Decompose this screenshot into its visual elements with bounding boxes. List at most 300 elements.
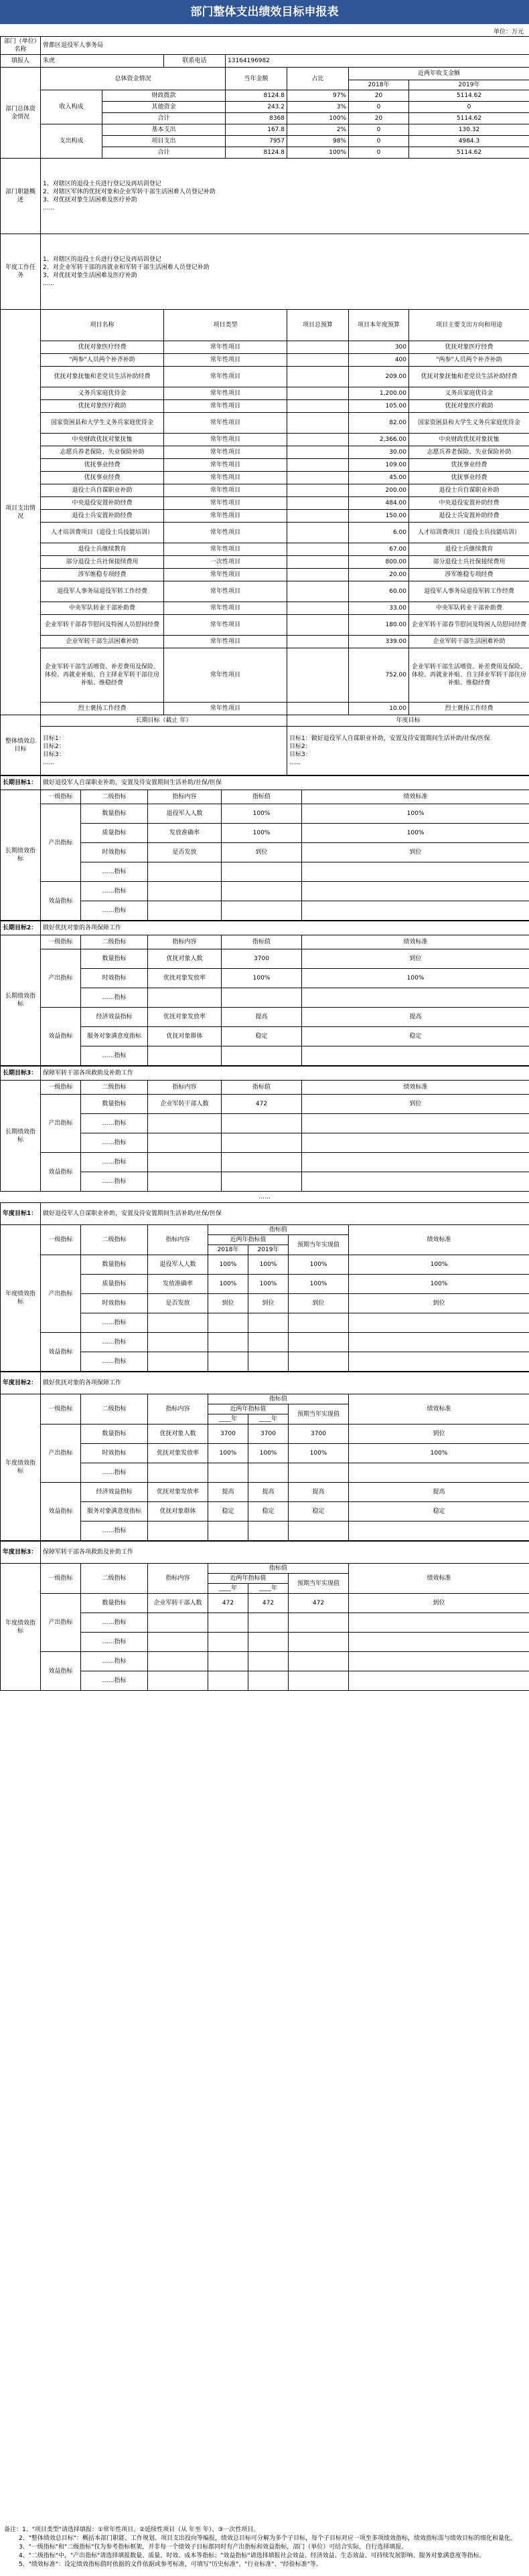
metric-standard bbox=[302, 1172, 529, 1192]
metric-value bbox=[222, 1172, 302, 1192]
annual-goal-desc: 保障军转干部各项救助及补助工作 bbox=[41, 1542, 529, 1564]
metric-level1: 效益指标 bbox=[41, 1333, 81, 1372]
metric-level2: ……指标 bbox=[81, 862, 148, 882]
project-budget bbox=[287, 434, 349, 446]
annual-tasks-label: 年度工作任务 bbox=[1, 234, 41, 310]
metric-current bbox=[289, 1671, 349, 1691]
project-current: 180.00 bbox=[349, 615, 409, 636]
funds-row-y1: 20 bbox=[349, 113, 409, 124]
metric-value bbox=[222, 1153, 302, 1172]
metric-standard: 到位 bbox=[302, 1095, 529, 1114]
funds-row-ratio: 3% bbox=[287, 102, 349, 113]
metric-current: 稳定 bbox=[289, 1502, 349, 1522]
project-name: 志愿兵养老保险、失业保险补助 bbox=[41, 446, 164, 459]
project-type: 常年性项目 bbox=[164, 459, 287, 472]
metric-content bbox=[148, 1463, 208, 1483]
funds-row-name: 合计 bbox=[102, 113, 226, 124]
long-goal-desc: 做好优抚对象的各项保障工作 bbox=[41, 921, 529, 935]
metric-level2: 时效指标 bbox=[81, 843, 148, 862]
funds-row-y2: 0 bbox=[409, 102, 529, 113]
project-current: 339.00 bbox=[349, 636, 409, 648]
long-goal-item: 目标3： bbox=[43, 751, 65, 758]
col-current: 预期当年实现值 bbox=[289, 1404, 349, 1424]
report-form bbox=[0, 36, 529, 1691]
col-val: 指标值 bbox=[208, 1564, 349, 1574]
metric-content: 企业军转干部人数 bbox=[148, 1095, 222, 1114]
metric-value bbox=[222, 1046, 302, 1066]
metric-level2: ……指标 bbox=[81, 1153, 148, 1172]
metric-level2: ……指标 bbox=[81, 1652, 148, 1671]
metric-level1: 产出指标 bbox=[41, 1594, 81, 1652]
metric-value: 到位 bbox=[222, 843, 302, 862]
long-term-header: 长期目标（截止 年） bbox=[41, 715, 287, 727]
project-type: 常年性项目 bbox=[164, 523, 287, 543]
metric-level2: ……指标 bbox=[81, 1522, 148, 1541]
header-table bbox=[0, 36, 529, 775]
col-year1: 2018年 bbox=[208, 1245, 248, 1255]
metric-content bbox=[148, 988, 222, 1008]
metric-standard bbox=[349, 1613, 529, 1633]
project-type: 常年性项目 bbox=[164, 341, 287, 354]
metric-level2: ……指标 bbox=[81, 1633, 148, 1652]
metric-content: 企业军转干部人数 bbox=[148, 1594, 208, 1613]
duty-item: 1、对辖区的退役士兵进行登记及再培训登记 bbox=[43, 181, 161, 187]
project-direction: 退役军人事务局退役军转工作经费 bbox=[409, 581, 529, 602]
project-direction: 人才培训费项目（退役士兵技能培训） bbox=[409, 523, 529, 543]
duty-item: 3、对优抚对象生活困难及医疗补助 bbox=[43, 197, 137, 203]
project-current: 209.00 bbox=[349, 367, 409, 387]
project-current: 109.00 bbox=[349, 459, 409, 472]
col-std: 绩效标准 bbox=[349, 1225, 529, 1255]
metric-year2 bbox=[248, 1671, 289, 1691]
long-goal-label: 长期目标3： bbox=[1, 1067, 41, 1081]
metric-year2 bbox=[248, 1463, 289, 1483]
project-current: 45.00 bbox=[349, 472, 409, 484]
project-current: 30.00 bbox=[349, 446, 409, 459]
metric-content bbox=[148, 1153, 222, 1172]
annual-goal-item: ...... bbox=[289, 759, 301, 766]
metric-standard: 100% bbox=[302, 804, 529, 824]
project-name: 优抚对象抚恤和老党员生活补助经费 bbox=[41, 367, 164, 387]
project-direction: 企业军转干部生活困难补助 bbox=[409, 636, 529, 648]
duties-label: 部门职能概述 bbox=[1, 159, 41, 234]
metric-current bbox=[289, 1522, 349, 1541]
metric-standard: 100% bbox=[302, 969, 529, 988]
metric-current bbox=[289, 1313, 349, 1333]
project-type: 常年性项目 bbox=[164, 484, 287, 497]
col-year2: ____年 bbox=[248, 1584, 289, 1594]
funds-row-y2: 5114.62 bbox=[409, 113, 529, 124]
funds-col-amount: 当年金额 bbox=[226, 68, 287, 90]
col-l1: 一级指标 bbox=[41, 935, 81, 949]
col-year1: ____年 bbox=[208, 1584, 248, 1594]
col-year1: ____年 bbox=[208, 1414, 248, 1424]
metric-year1 bbox=[208, 1652, 248, 1671]
col-ind: 指标内容 bbox=[148, 1081, 222, 1095]
project-current: 800.00 bbox=[349, 556, 409, 569]
metric-level2: ……指标 bbox=[81, 1671, 148, 1691]
phone-value: 13164196982 bbox=[226, 55, 529, 68]
metric-standard bbox=[349, 1671, 529, 1691]
metric-content bbox=[148, 1172, 222, 1192]
project-direction: 涉军维稳专项经费 bbox=[409, 569, 529, 581]
metric-level2: ……指标 bbox=[81, 1046, 148, 1066]
metric-level2: ……指标 bbox=[81, 988, 148, 1008]
unit-label: 单位：万元 bbox=[493, 29, 524, 35]
project-direction: 企业军转干部春节慰问及特困人员慰问经费 bbox=[409, 615, 529, 636]
metric-year2: 100% bbox=[248, 1275, 289, 1294]
project-type: 常年性项目 bbox=[164, 602, 287, 615]
project-direction: 优抚事业经费 bbox=[409, 472, 529, 484]
col-l1: 一级指标 bbox=[41, 1564, 81, 1594]
annual-header: 年度目标 bbox=[287, 715, 529, 727]
funds-row-y1: 0 bbox=[349, 124, 409, 136]
long-metrics-label: 长期绩效指标 bbox=[1, 935, 41, 1066]
col-std: 绩效标准 bbox=[302, 935, 529, 949]
project-type: 常年性项目 bbox=[164, 636, 287, 648]
metric-content bbox=[148, 1313, 208, 1333]
metric-level2: 经济效益指标 bbox=[81, 1008, 148, 1027]
metric-content: 发放准确率 bbox=[148, 824, 222, 843]
metric-level2: ……指标 bbox=[81, 1133, 148, 1153]
metric-content bbox=[148, 1333, 208, 1352]
project-type: 常年性项目 bbox=[164, 387, 287, 400]
project-direction: 义务兵家庭优待金 bbox=[409, 387, 529, 400]
funds-row-amount: 8124.8 bbox=[226, 147, 287, 159]
project-type: 常年性项目 bbox=[164, 354, 287, 367]
filler-value: 朱虎 bbox=[41, 55, 164, 68]
dept-name-label: 部门（单位）名称 bbox=[1, 37, 41, 55]
col-l1: 一级指标 bbox=[41, 1225, 81, 1255]
metric-level2: ……指标 bbox=[81, 1613, 148, 1633]
metric-content: 发放准确率 bbox=[148, 1275, 208, 1294]
project-direction: 退役士兵继续教育 bbox=[409, 543, 529, 556]
metric-value: 稳定 bbox=[222, 1027, 302, 1046]
metric-content: 是否发放 bbox=[148, 1294, 208, 1313]
annual-metrics-label: 年度绩效指标 bbox=[1, 1225, 41, 1372]
metric-content: 优抚对象发放率 bbox=[148, 969, 222, 988]
project-current: 67.00 bbox=[349, 543, 409, 556]
funds-row-amount: 243.2 bbox=[226, 102, 287, 113]
metric-current: 100% bbox=[289, 1255, 349, 1275]
project-budget bbox=[287, 459, 349, 472]
col-recent: 近两年指标值 bbox=[208, 1574, 289, 1584]
project-name: 退役士兵继续教育 bbox=[41, 543, 164, 556]
metric-year1 bbox=[208, 1633, 248, 1652]
project-direction: "两参"人员两个补齐补助 bbox=[409, 354, 529, 367]
metric-level2: 数量指标 bbox=[81, 1424, 148, 1444]
metric-level2: ……指标 bbox=[81, 882, 148, 901]
metric-year1: 稳定 bbox=[208, 1502, 248, 1522]
col-std: 绩效标准 bbox=[302, 790, 529, 804]
metric-year1: 提高 bbox=[208, 1483, 248, 1502]
funds-row-ratio: 97% bbox=[287, 90, 349, 102]
metric-current bbox=[289, 1333, 349, 1352]
long-goal-table bbox=[0, 921, 529, 1066]
annual-goal-table bbox=[0, 1541, 529, 1691]
project-name: 优抚对象医疗经费 bbox=[41, 341, 164, 354]
metric-standard bbox=[302, 1153, 529, 1172]
funds-section-label: 部门总体资金情况 bbox=[1, 68, 41, 159]
metric-content: 优抚对象发放率 bbox=[148, 1483, 208, 1502]
project-budget bbox=[287, 367, 349, 387]
funds-row-name: 财政拨款 bbox=[102, 90, 226, 102]
metric-level2: 经济效益指标 bbox=[81, 1483, 148, 1502]
project-current: 400 bbox=[349, 354, 409, 367]
metric-value: 100% bbox=[222, 804, 302, 824]
project-name: 企业军转干部生活增资、补差费用及保险、体检、再就业补贴、自主择业军转干部住房补贴、维稳经费 bbox=[41, 648, 164, 703]
metric-content: 优抚对象人数 bbox=[148, 949, 222, 969]
metric-value: 472 bbox=[222, 1095, 302, 1114]
project-name: 国家资困县和大学生义务兵家庭优待金 bbox=[41, 413, 164, 434]
metric-year2 bbox=[248, 1613, 289, 1633]
metric-level2: ……指标 bbox=[81, 1114, 148, 1133]
page-title: 部门整体支出绩效目标申报表 bbox=[0, 0, 529, 24]
metric-standard: 提高 bbox=[349, 1483, 529, 1502]
col-val: 指标值 bbox=[208, 1394, 349, 1404]
metric-content bbox=[148, 862, 222, 882]
col-val: 指标值 bbox=[222, 1081, 302, 1095]
note-line: 3、"一级指标"和"二级指标"仅为参考指标框架，并非每一个绩效子目标都同时有产出指标和效益指标，部门（单位）可结合实际，自行选择填报。 bbox=[19, 2544, 408, 2551]
project-budget bbox=[287, 400, 349, 413]
metric-level2: 数量指标 bbox=[81, 1594, 148, 1613]
project-name: 中央财政优抚对象抚恤 bbox=[41, 434, 164, 446]
long-goal-item: 目标2： bbox=[43, 743, 65, 750]
note-line: 2、"整体绩效总目标"：概括本部门职能、工作规划、项目支出投向等编报，绩效总目标可分解为多个子目标，每个子目标对应一项至多项绩效指标，绩效指标需与绩效目标的细化和量化。 bbox=[19, 2535, 517, 2542]
project-budget bbox=[287, 636, 349, 648]
metric-current: 100% bbox=[289, 1275, 349, 1294]
metric-content bbox=[148, 882, 222, 901]
project-current: 2,366.00 bbox=[349, 434, 409, 446]
annual-goal-desc: 做好优抚对象的各项保障工作 bbox=[41, 1372, 529, 1394]
metric-level2: 质量指标 bbox=[81, 824, 148, 843]
col-l2: 二级指标 bbox=[81, 1564, 148, 1594]
col-recent: 近两年指标值 bbox=[208, 1404, 289, 1414]
project-name: 退役士兵安置补助经费 bbox=[41, 510, 164, 523]
metric-year1 bbox=[208, 1333, 248, 1352]
funds-row-y1: 0 bbox=[349, 136, 409, 147]
funds-row-amount: 167.8 bbox=[226, 124, 287, 136]
annual-goals bbox=[287, 727, 529, 775]
project-direction: 国家资困县和大学生义务兵家庭优待金 bbox=[409, 413, 529, 434]
metric-year2 bbox=[248, 1313, 289, 1333]
col-recent: 近两年指标值 bbox=[208, 1235, 289, 1245]
metric-standard bbox=[349, 1313, 529, 1333]
metric-year1 bbox=[208, 1671, 248, 1691]
metric-current bbox=[289, 1613, 349, 1633]
overall-goals-label: 整体绩效总目标 bbox=[1, 715, 41, 775]
project-direction: 优抚对象抚恤和老党员生活补助经费 bbox=[409, 367, 529, 387]
metric-year1: 100% bbox=[208, 1275, 248, 1294]
metric-year1: 100% bbox=[208, 1444, 248, 1463]
funds-row-ratio: 98% bbox=[287, 136, 349, 147]
funds-row-y2: 4984.3 bbox=[409, 136, 529, 147]
annual-goal-item: 目标2： bbox=[289, 743, 311, 750]
metric-current bbox=[289, 1352, 349, 1372]
metric-level1: 产出指标 bbox=[41, 1424, 81, 1483]
metric-standard: 稳定 bbox=[349, 1502, 529, 1522]
metric-year1 bbox=[208, 1613, 248, 1633]
project-type: 常年性项目 bbox=[164, 648, 287, 703]
long-goal-table bbox=[0, 1066, 529, 1192]
metric-standard bbox=[302, 862, 529, 882]
project-name: 涉军维稳专项经费 bbox=[41, 569, 164, 581]
funds-row-y2: 130.32 bbox=[409, 124, 529, 136]
long-goal-desc: 做好退役军人自谋职业补助，安置及待安置期间生活补助/社保/医保 bbox=[41, 776, 529, 790]
metric-standard: 100% bbox=[302, 824, 529, 843]
project-type: 常年性项目 bbox=[164, 497, 287, 510]
metric-year1: 到位 bbox=[208, 1294, 248, 1313]
metric-level2: ……指标 bbox=[81, 1333, 148, 1352]
metric-value bbox=[222, 1133, 302, 1153]
metric-year2: 提高 bbox=[248, 1483, 289, 1502]
projects-col-name: 项目名称 bbox=[41, 310, 164, 341]
annual-metrics-label: 年度绩效指标 bbox=[1, 1394, 41, 1541]
project-name: 企业军转干部生活困难补助 bbox=[41, 636, 164, 648]
metric-current: 100% bbox=[289, 1444, 349, 1463]
projects-col-budget: 项目总预算 bbox=[287, 310, 349, 341]
col-l1: 一级指标 bbox=[41, 790, 81, 804]
project-budget bbox=[287, 543, 349, 556]
project-name: 优抚事业经费 bbox=[41, 472, 164, 484]
metric-content bbox=[148, 1522, 208, 1541]
metric-value bbox=[222, 882, 302, 901]
funds-row-name: 其他资金 bbox=[102, 102, 226, 113]
project-current: 20.00 bbox=[349, 569, 409, 581]
metric-level2: 质量指标 bbox=[81, 1275, 148, 1294]
metric-standard bbox=[349, 1352, 529, 1372]
funds-row-amount: 8124.8 bbox=[226, 90, 287, 102]
project-name: 退役军人事务局退役军转工作经费 bbox=[41, 581, 164, 602]
metric-year2 bbox=[248, 1333, 289, 1352]
metric-year2: 到位 bbox=[248, 1294, 289, 1313]
metric-current bbox=[289, 1652, 349, 1671]
long-goal-item: 目标1： bbox=[43, 735, 65, 742]
col-l1: 一级指标 bbox=[41, 1394, 81, 1424]
task-item: 3、对优抚对象生活困难及医疗补助 bbox=[43, 272, 137, 279]
metric-year2: 472 bbox=[248, 1594, 289, 1613]
metric-standard: 100% bbox=[349, 1444, 529, 1463]
funds-row-amount: 7957 bbox=[226, 136, 287, 147]
col-current: 预期当年实现值 bbox=[289, 1235, 349, 1255]
project-name: 部分退役士兵社保接续费用 bbox=[41, 556, 164, 569]
project-direction: 企业军转干部生活增资、补差费用及保险、体检、再就业补贴、自主择业军转干部住房补贴、维稳经费 bbox=[409, 648, 529, 703]
funds-row-ratio: 100% bbox=[287, 113, 349, 124]
task-item: ...... bbox=[43, 280, 55, 287]
project-budget bbox=[287, 602, 349, 615]
metric-standard bbox=[302, 901, 529, 921]
metric-content: 是否发放 bbox=[148, 843, 222, 862]
project-name: 优抚对象医疗救助 bbox=[41, 400, 164, 413]
project-type: 常年性项目 bbox=[164, 400, 287, 413]
project-type: 常年性项目 bbox=[164, 569, 287, 581]
metric-standard bbox=[302, 988, 529, 1008]
col-ind: 指标内容 bbox=[148, 1225, 208, 1255]
metric-level2: 时效指标 bbox=[81, 1294, 148, 1313]
project-budget bbox=[287, 341, 349, 354]
dept-name-value: 曾都区退役军人事务局 bbox=[41, 37, 529, 55]
project-direction: 优抚事业经费 bbox=[409, 459, 529, 472]
project-budget bbox=[287, 703, 349, 715]
metric-content bbox=[148, 901, 222, 921]
funds-row-y2: 5114.62 bbox=[409, 90, 529, 102]
metric-content bbox=[148, 1652, 208, 1671]
col-l2: 二级指标 bbox=[81, 1225, 148, 1255]
metric-year1 bbox=[208, 1522, 248, 1541]
funds-col-y2: 2019年 bbox=[409, 80, 529, 90]
metric-content bbox=[148, 1352, 208, 1372]
annual-goal-item: 目标1：做好退役军人自谋职业补助，安置及待安置期间生活补助/社保/医保 bbox=[289, 735, 490, 742]
metric-standard: 到位 bbox=[349, 1424, 529, 1444]
metric-value: 100% bbox=[222, 969, 302, 988]
long-goal-label: 长期目标1： bbox=[1, 776, 41, 790]
annual-tasks-content bbox=[41, 234, 529, 310]
metric-year2: 100% bbox=[248, 1255, 289, 1275]
project-name: "两参"人员两个补齐补助 bbox=[41, 354, 164, 367]
metric-content: 优抚对象人数 bbox=[148, 1424, 208, 1444]
annual-metrics-label: 年度绩效指标 bbox=[1, 1564, 41, 1691]
metric-value bbox=[222, 862, 302, 882]
note-line: 备注：1、"项目类型"请选择填报：①常年性项目、②延续性项目（从 年至 年）、③一次性项目。 bbox=[4, 2526, 260, 2533]
metric-content: 优抚对象发放率 bbox=[148, 1008, 222, 1027]
metric-content bbox=[148, 1613, 208, 1633]
long-metrics-label: 长期绩效指标 bbox=[1, 1081, 41, 1192]
duties-content bbox=[41, 159, 529, 234]
metric-standard bbox=[349, 1463, 529, 1483]
metric-year2: 稳定 bbox=[248, 1502, 289, 1522]
project-budget bbox=[287, 556, 349, 569]
project-current: 33.00 bbox=[349, 602, 409, 615]
task-item: 2、对企业军转干部的再就业和军转干部生活困难人员登记补助 bbox=[43, 264, 210, 271]
project-direction: 优抚对象医疗经费 bbox=[409, 341, 529, 354]
col-current: 预期当年实现值 bbox=[289, 1574, 349, 1594]
project-name: 优抚事业经费 bbox=[41, 459, 164, 472]
col-val: 指标值 bbox=[222, 790, 302, 804]
metric-standard bbox=[302, 1133, 529, 1153]
metric-year2 bbox=[248, 1652, 289, 1671]
metric-content bbox=[148, 1671, 208, 1691]
col-ind: 指标内容 bbox=[148, 935, 222, 949]
phone-label: 联系电话 bbox=[164, 55, 226, 68]
duty-item: ...... bbox=[43, 205, 55, 211]
project-type: 常年性项目 bbox=[164, 472, 287, 484]
metric-level2: 数量指标 bbox=[81, 1255, 148, 1275]
metric-level1: 效益指标 bbox=[41, 882, 81, 921]
metric-year1: 472 bbox=[208, 1594, 248, 1613]
project-current: 60.00 bbox=[349, 581, 409, 602]
metric-level2: 数量指标 bbox=[81, 1095, 148, 1114]
project-name: 中央军队转业干部补助费 bbox=[41, 602, 164, 615]
project-current: 752.00 bbox=[349, 648, 409, 703]
metric-level1: 效益指标 bbox=[41, 1008, 81, 1066]
col-l1: 一级指标 bbox=[41, 1081, 81, 1095]
metric-standard bbox=[349, 1652, 529, 1671]
metric-current bbox=[289, 1463, 349, 1483]
project-budget bbox=[287, 413, 349, 434]
metric-standard: 提高 bbox=[302, 1008, 529, 1027]
project-current: 6.00 bbox=[349, 523, 409, 543]
project-current: 484.00 bbox=[349, 497, 409, 510]
metric-standard bbox=[302, 1114, 529, 1133]
metric-current bbox=[289, 1633, 349, 1652]
project-name: 企业军转干部春节慰问及特困人员慰问经费 bbox=[41, 615, 164, 636]
col-year2: 2019年 bbox=[248, 1245, 289, 1255]
filler-label: 填报人 bbox=[1, 55, 41, 68]
col-val: 指标值 bbox=[222, 935, 302, 949]
col-l2: 二级指标 bbox=[81, 935, 148, 949]
metric-level2: ……指标 bbox=[81, 1313, 148, 1333]
metric-content: 优抚对象发放率 bbox=[148, 1444, 208, 1463]
